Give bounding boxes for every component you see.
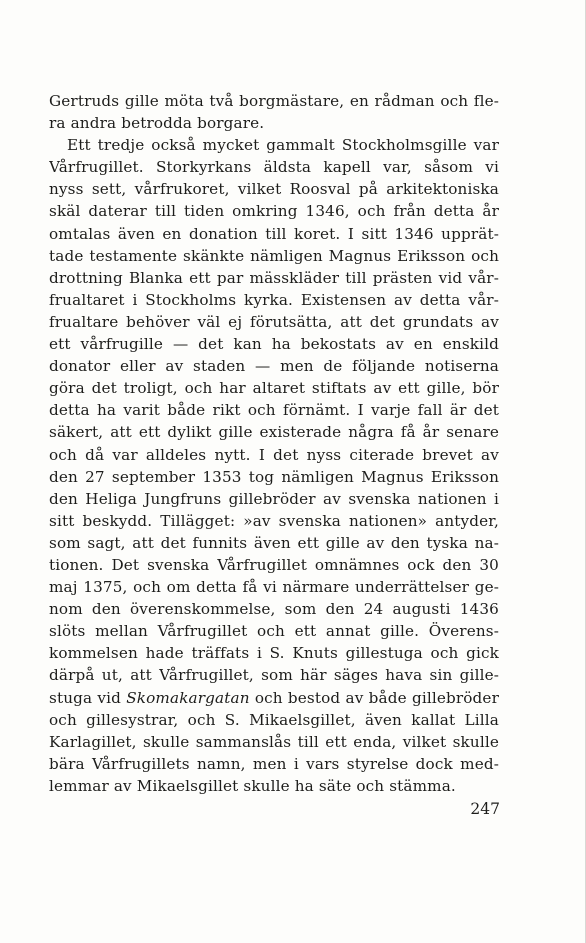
text-line: kommelsen hade träffats i S. Knuts gillestuga och gick <box>49 644 499 663</box>
text-line: slöts mellan Vårfrugillet och ett annat gille. Överens- <box>49 622 499 641</box>
text-line: bära Vårfrugillets namn, men i vars styrelse dock med- <box>49 754 499 773</box>
text-line: maj 1375, och om detta få vi närmare underrättelser ge- <box>49 578 499 597</box>
body-text <box>49 90 499 797</box>
text-line: Gertruds gille möta två borgmästare, en rådman och fle- <box>49 92 499 110</box>
text-line: ra andra betrodda borgare. <box>49 114 265 133</box>
text-line: skäl daterar till tiden omkring 1346, och från detta år <box>49 202 499 221</box>
text-line: nom den överenskommelse, som den 24 augusti 1436 <box>49 600 499 619</box>
text-line: frualtare behöver väl ej förutsätta, att det grundats av <box>49 312 499 331</box>
text-line: Vårfrugillet. Storkyrkans äldsta kapell var, såsom vi <box>49 158 499 177</box>
text-line: donator eller av staden — men de följande notiserna <box>49 357 499 376</box>
text-line: stuga vid Skomakargatan och bestod av både gillebröder <box>49 688 499 707</box>
text-line: säkert, att ett dylikt gille existerade några få år senare <box>49 423 499 442</box>
text-line: den 27 september 1353 tog nämligen Magnus Eriksson <box>49 467 499 486</box>
italic-street-name: Skomakargatan <box>126 688 250 707</box>
text-line: den Heliga Jungfruns gillebröder av svenska nationen i <box>49 489 499 508</box>
text-line: drottning Blanka ett par mässkläder till prästen vid vår- <box>49 268 499 287</box>
text-line: ett vårfrugille — det kan ha bekostats av en enskild <box>49 335 499 354</box>
text-line: frualtaret i Stockholms kyrka. Existensen av detta vår- <box>49 290 499 309</box>
text-line: Ett tredje också mycket gammalt Stockholmsgille var <box>67 136 499 155</box>
text-line: tionen. Det svenska Vårfrugillet omnämnes ock den 30 <box>49 555 499 574</box>
text-line: och då var alldeles nytt. I det nyss citerade brevet av <box>49 445 499 464</box>
text-line: tade testamente skänkte nämligen Magnus Eriksson och <box>49 246 499 265</box>
text-line: nyss sett, vårfrukoret, vilket Roosval på arkitektoniska <box>49 180 499 199</box>
text-line: och gillesystrar, och S. Mikaelsgillet, även kallat Lilla <box>49 710 499 729</box>
text-line: Karlagillet, skulle sammanslås till ett enda, vilket skulle <box>49 732 499 751</box>
text-line: detta ha varit både rikt och förnämt. I varje fall är det <box>49 401 499 420</box>
text-line: sitt beskydd. Tillägget: »av svenska nationen» antyder, <box>49 511 499 530</box>
page-number: 247 <box>470 800 500 818</box>
text-line: därpå ut, att Vårfrugillet, som här säges hava sin gille- <box>49 666 499 685</box>
text-line: göra det troligt, och har altaret stiftats av ett gille, bör <box>49 379 499 398</box>
text-line: som sagt, att det funnits även ett gille av den tyska na- <box>49 533 499 552</box>
text-line: lemmar av Mikaelsgillet skulle ha säte och stämma. <box>49 776 456 795</box>
text-line: omtalas även en donation till koret. I sitt 1346 upprät- <box>49 224 499 243</box>
